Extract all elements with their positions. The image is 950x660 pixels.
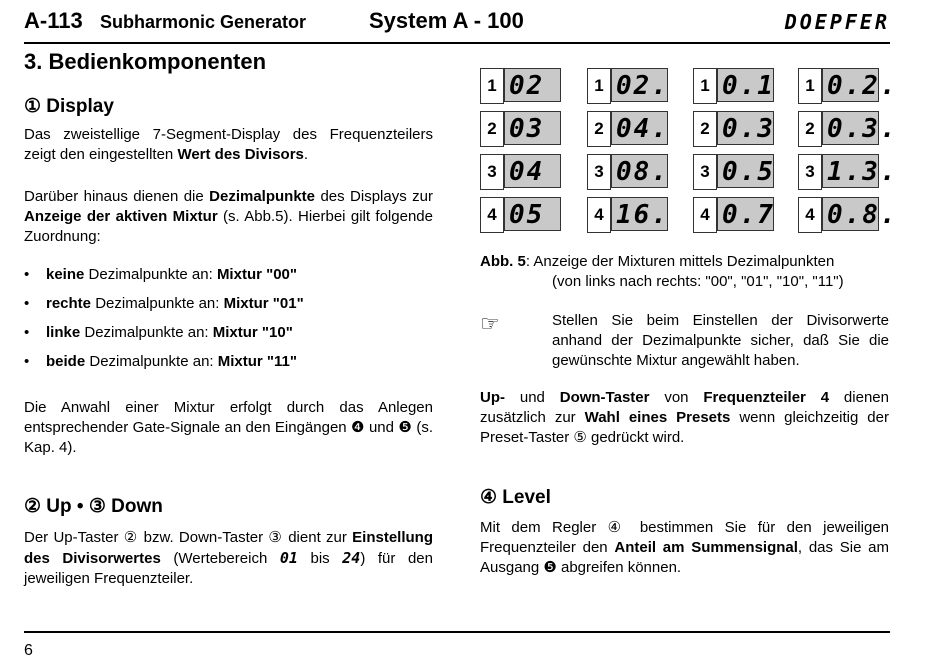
- display-column-mixture-10: [693, 68, 775, 240]
- header-rule: [24, 42, 890, 44]
- display-unit: 2 0.3: [693, 111, 775, 147]
- mixture-list: [24, 265, 433, 381]
- display-unit: 1 0.2.: [798, 68, 880, 104]
- display-heading: ① Display: [24, 96, 114, 117]
- display-unit: 2 04.: [587, 111, 669, 147]
- system-name: System A - 100: [369, 8, 524, 33]
- display-unit: 3 1.3.: [798, 154, 880, 190]
- note-text: Stellen Sie beim Einstellen der Divisorwerte anhand der Dezimalpunkte sicher, daß Sie die gewünschte Mixtur angewählt haben.: [552, 312, 889, 369]
- module-number: A-113: [24, 8, 83, 33]
- brand-logo: DOEPFER: [784, 10, 890, 34]
- display-unit: 3 08.: [587, 154, 669, 190]
- updown-heading: ② Up • ③ Down: [24, 496, 163, 517]
- presets-paragraph: Up- und Down-Taster von Frequenzteiler 4 dienen zusätzlich zur Wahl eines Presets wenn gleichzeitig der Preset-Taster ⑤ gedrückt wird.: [480, 389, 889, 446]
- display-column-mixture-00: [480, 68, 562, 240]
- display-paragraph-1: Das zweistellige 7-Segment-Display des Frequenzteilers zeigt den eingestellten Wert des Divisors.: [24, 126, 433, 163]
- list-item: • keine Dezimalpunkte an: Mixtur "00": [24, 265, 433, 294]
- display-unit: 2 0.3.: [798, 111, 880, 147]
- display-unit: 3 04: [480, 154, 562, 190]
- updown-paragraph: Der Up-Taster ② bzw. Down-Taster ③ dient zur Einstellung des Divisorwertes (Wertebereich 01 bis 24) für den jeweiligen Frequenzteiler.: [24, 529, 433, 587]
- level-paragraph: Mit dem Regler ④ bestimmen Sie für den jeweiligen Frequenzteiler den Anteil am Summensignal, das Sie am Ausgang ❺ abgreifen können.: [480, 519, 890, 576]
- display-column-mixture-01: [587, 68, 669, 240]
- section-title: 3. Bedienkomponenten: [24, 49, 267, 74]
- display-unit: 3 0.5: [693, 154, 775, 190]
- display-paragraph-3: Die Anwahl einer Mixtur erfolgt durch das Anlegen entsprechender Gate-Signale an den Eingängen ❹ und ❺ (s. Kap. 4).: [24, 399, 433, 456]
- page-header: [24, 8, 890, 38]
- level-heading: ④ Level: [480, 487, 551, 508]
- module-title: Subharmonic Generator: [100, 12, 307, 32]
- display-unit: 4 05: [480, 197, 562, 233]
- list-item: • linke Dezimalpunkte an: Mixtur "10": [24, 323, 433, 352]
- display-column-mixture-11: [798, 68, 898, 240]
- display-unit: 4 16.: [587, 197, 669, 233]
- display-unit: 1 02: [480, 68, 562, 104]
- display-paragraph-2: Darüber hinaus dienen die Dezimalpunkte des Displays zur Anzeige der aktiven Mixtur (s. Abb.5). Hierbei gilt folgende Zuordnung:: [24, 188, 433, 245]
- display-unit: 1 0.1: [693, 68, 775, 104]
- display-unit: 1 02.: [587, 68, 669, 104]
- figure-caption: Abb. 5: Anzeige der Mixturen mittels Dezimalpunkten (von links nach rechts: "00", "01", "10", "11"): [480, 253, 844, 290]
- figure-5-displays: [480, 68, 898, 236]
- list-item: • rechte Dezimalpunkte an: Mixtur "01": [24, 294, 433, 323]
- page-number: 6: [24, 642, 33, 659]
- display-unit: 2 03: [480, 111, 562, 147]
- display-unit: 4 0.7: [693, 197, 775, 233]
- display-unit: 4 0.8.: [798, 197, 880, 233]
- pointing-hand-icon: ☞: [480, 311, 500, 336]
- list-item: • beide Dezimalpunkte an: Mixtur "11": [24, 352, 433, 381]
- footer-rule: [24, 631, 890, 633]
